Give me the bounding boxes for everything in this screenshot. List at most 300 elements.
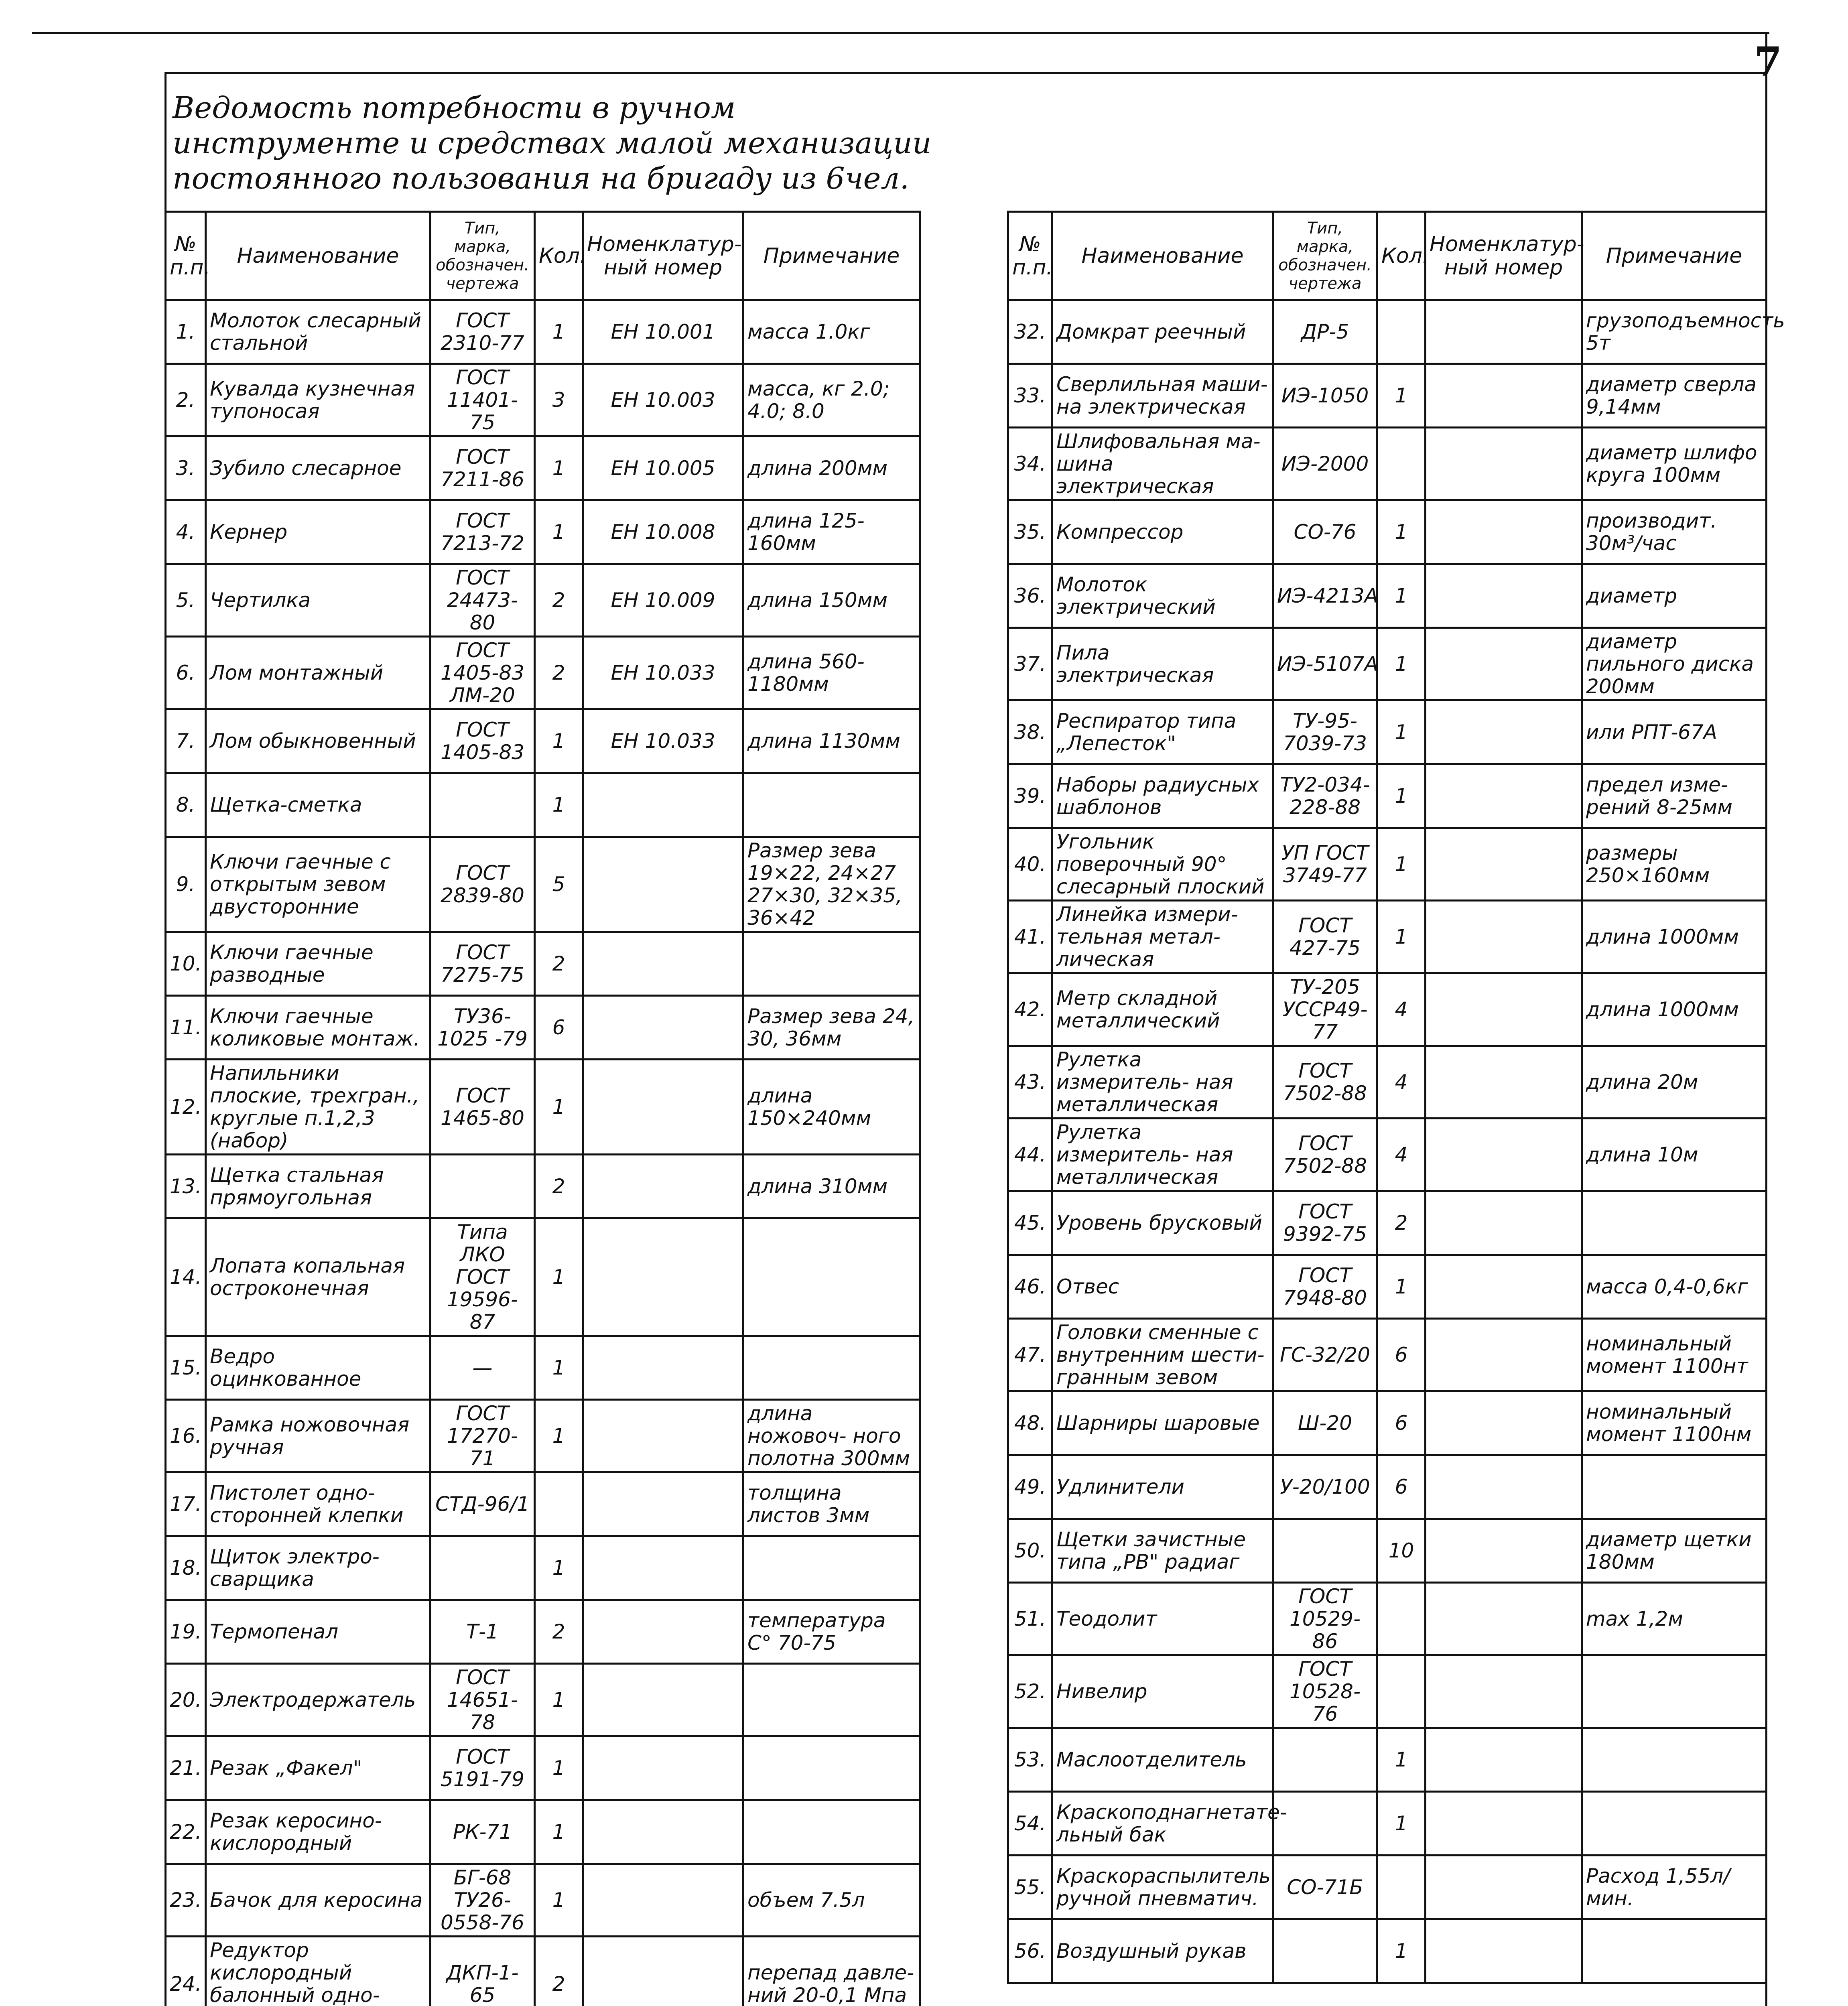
- table-row: [1008, 300, 1767, 364]
- row-number: 20.: [166, 1664, 206, 1736]
- row-number: 33.: [1008, 364, 1052, 428]
- item-note: толщина листов 3мм: [743, 1472, 920, 1536]
- item-type: ТУ2-034- 228-88: [1273, 764, 1377, 828]
- row-number: 56.: [1008, 1919, 1052, 1983]
- item-type: [431, 1155, 535, 1218]
- item-nomenclature: [1426, 1119, 1582, 1191]
- table-row: [166, 1472, 920, 1536]
- row-number: 2.: [166, 364, 206, 437]
- item-name: Уровень брусковый: [1052, 1191, 1273, 1255]
- item-name: Теодолит: [1052, 1583, 1273, 1655]
- item-note: длина 1130мм: [743, 709, 920, 773]
- item-quantity: 1: [535, 437, 583, 500]
- item-quantity: 2: [535, 1937, 583, 2006]
- item-name: Кувалда кузнечная тупоносая: [206, 364, 431, 437]
- item-note: длина ножовоч- ного полотна 300мм: [743, 1400, 920, 1472]
- table-row: [1008, 1319, 1767, 1391]
- item-name: Пила электрическая: [1052, 628, 1273, 700]
- item-quantity: 1: [1377, 1919, 1426, 1983]
- item-name: Напильники плоские, трехгран., круглые п.1,2,3 (набор): [206, 1060, 431, 1155]
- table-row: [166, 1336, 920, 1400]
- item-nomenclature: [583, 1864, 743, 1937]
- item-name: Компрессор: [1052, 500, 1273, 564]
- item-name: Пистолет одно- сторонней клепки: [206, 1472, 431, 1536]
- item-nomenclature: [1426, 1655, 1582, 1728]
- item-type: ГОСТ 17270-71: [431, 1400, 535, 1472]
- row-number: 24.: [166, 1937, 206, 2006]
- item-note: длина 560-1180мм: [743, 637, 920, 709]
- table-row: [1008, 828, 1767, 901]
- item-type: ГОСТ 7211-86: [431, 437, 535, 500]
- item-nomenclature: [1426, 1391, 1582, 1455]
- item-note: диаметр щетки 180мм: [1582, 1519, 1767, 1583]
- item-name: Воздушный рукав: [1052, 1919, 1273, 1983]
- item-note: max 1,2м: [1582, 1583, 1767, 1655]
- item-type: [1273, 1919, 1377, 1983]
- row-number: 53.: [1008, 1728, 1052, 1792]
- item-quantity: 4: [1377, 1119, 1426, 1191]
- header-note: Примечание: [743, 212, 920, 300]
- row-number: 50.: [1008, 1519, 1052, 1583]
- item-name: Резак керосино- кислородный: [206, 1800, 431, 1864]
- item-nomenclature: ЕН 10.001: [583, 300, 743, 364]
- item-nomenclature: [1426, 1792, 1582, 1856]
- table-row: [166, 1800, 920, 1864]
- item-name: Ключи гаечные коликовые монтаж.: [206, 996, 431, 1060]
- table-row: [166, 773, 920, 837]
- item-note: длина 20м: [1582, 1046, 1767, 1119]
- item-note: размеры 250×160мм: [1582, 828, 1767, 901]
- item-name: Угольник поверочный 90° слесарный плоский: [1052, 828, 1273, 901]
- row-number: 17.: [166, 1472, 206, 1536]
- item-type: [431, 1536, 535, 1600]
- item-name: Наборы радиусных шаблонов: [1052, 764, 1273, 828]
- item-quantity: 1: [1377, 901, 1426, 973]
- row-number: 3.: [166, 437, 206, 500]
- item-nomenclature: [1426, 1583, 1582, 1655]
- row-number: 8.: [166, 773, 206, 837]
- item-quantity: [1377, 1856, 1426, 1919]
- table-row: [166, 996, 920, 1060]
- item-quantity: [1377, 1655, 1426, 1728]
- item-quantity: 1: [535, 709, 583, 773]
- item-type: ГОСТ 2310-77: [431, 300, 535, 364]
- row-number: 13.: [166, 1155, 206, 1218]
- item-note: масса 1.0кг: [743, 300, 920, 364]
- row-number: 14.: [166, 1218, 206, 1336]
- title-line-1: Ведомость потребности в ручном: [173, 91, 736, 125]
- item-name: Лом монтажный: [206, 637, 431, 709]
- item-nomenclature: [1426, 500, 1582, 564]
- item-type: [1273, 1519, 1377, 1583]
- item-name: Линейка измери- тельная метал- лическая: [1052, 901, 1273, 973]
- item-quantity: 2: [1377, 1191, 1426, 1255]
- item-type: [1273, 1792, 1377, 1856]
- header-nomenclature: Номенклатур- ный номер: [583, 212, 743, 300]
- item-quantity: 1: [535, 773, 583, 837]
- table-row: [166, 437, 920, 500]
- item-type: ГОСТ 427-75: [1273, 901, 1377, 973]
- item-type: ГОСТ 10528-76: [1273, 1655, 1377, 1728]
- row-number: 6.: [166, 637, 206, 709]
- item-nomenclature: [1426, 973, 1582, 1046]
- item-quantity: 2: [535, 932, 583, 996]
- item-name: Ведро оцинкованное: [206, 1336, 431, 1400]
- row-number: 1.: [166, 300, 206, 364]
- item-type: ГОСТ 14651-78: [431, 1664, 535, 1736]
- item-type: —: [431, 1336, 535, 1400]
- row-number: 37.: [1008, 628, 1052, 700]
- item-name: Лопата копальная остроконечная: [206, 1218, 431, 1336]
- row-number: 18.: [166, 1536, 206, 1600]
- item-quantity: 2: [535, 637, 583, 709]
- row-number: 21.: [166, 1736, 206, 1800]
- item-quantity: 1: [535, 1218, 583, 1336]
- table-row: [1008, 1856, 1767, 1919]
- item-name: Молоток слесарный стальной: [206, 300, 431, 364]
- table-row: [1008, 764, 1767, 828]
- item-name: Ключи гаечные разводные: [206, 932, 431, 996]
- item-note: длина 1000мм: [1582, 901, 1767, 973]
- item-note: длина 1000мм: [1582, 973, 1767, 1046]
- item-name: Щетка-сметка: [206, 773, 431, 837]
- item-name: Щетки зачистные типа „РВ" радиаг: [1052, 1519, 1273, 1583]
- item-nomenclature: [1426, 1191, 1582, 1255]
- table-row: [166, 1536, 920, 1600]
- item-type: ГОСТ 10529-86: [1273, 1583, 1377, 1655]
- item-nomenclature: [583, 996, 743, 1060]
- row-number: 43.: [1008, 1046, 1052, 1119]
- item-name: Электродержатель: [206, 1664, 431, 1736]
- row-number: 42.: [1008, 973, 1052, 1046]
- sheet-number: 7: [1754, 38, 1782, 85]
- item-note: масса 0,4-0,6кг: [1582, 1255, 1767, 1319]
- table-row: [166, 932, 920, 996]
- item-type: ГОСТ 24473-80: [431, 564, 535, 637]
- item-type: ТУ36-1025 -79: [431, 996, 535, 1060]
- item-quantity: [1377, 1583, 1426, 1655]
- item-note: Размер зева 19×22, 24×27 27×30, 32×35, 36×42: [743, 837, 920, 932]
- table-row: [1008, 1391, 1767, 1455]
- row-number: 44.: [1008, 1119, 1052, 1191]
- row-number: 38.: [1008, 700, 1052, 764]
- table-row: [166, 1060, 920, 1155]
- item-nomenclature: [1426, 1519, 1582, 1583]
- item-nomenclature: [1426, 364, 1582, 428]
- item-type: ГОСТ 9392-75: [1273, 1191, 1377, 1255]
- item-nomenclature: [1426, 1856, 1582, 1919]
- table-row: [166, 500, 920, 564]
- row-number: 55.: [1008, 1856, 1052, 1919]
- item-name: Шарниры шаровые: [1052, 1391, 1273, 1455]
- item-type: ГС-32/20: [1273, 1319, 1377, 1391]
- item-nomenclature: [1426, 1046, 1582, 1119]
- item-quantity: 1: [535, 1664, 583, 1736]
- item-note: объем 7.5л: [743, 1864, 920, 1937]
- item-nomenclature: ЕН 10.003: [583, 364, 743, 437]
- item-type: ИЭ-5107А: [1273, 628, 1377, 700]
- item-note: Расход 1,55л/мин.: [1582, 1856, 1767, 1919]
- item-nomenclature: [1426, 428, 1582, 500]
- header-type: Тип, марка, обозначен. чертежа: [1273, 212, 1377, 300]
- item-quantity: [535, 1472, 583, 1536]
- item-quantity: 10: [1377, 1519, 1426, 1583]
- item-type: ГОСТ 2839-80: [431, 837, 535, 932]
- item-quantity: 6: [1377, 1319, 1426, 1391]
- item-note: [743, 1336, 920, 1400]
- item-note: [1582, 1655, 1767, 1728]
- item-quantity: 2: [535, 564, 583, 637]
- item-name: Рулетка измеритель- ная металлическая: [1052, 1119, 1273, 1191]
- table-row: [1008, 1655, 1767, 1728]
- item-type: ТУ-95- 7039-73: [1273, 700, 1377, 764]
- item-quantity: 1: [535, 300, 583, 364]
- item-note: длина 10м: [1582, 1119, 1767, 1191]
- item-quantity: 1: [535, 1736, 583, 1800]
- item-note: масса, кг 2.0; 4.0; 8.0: [743, 364, 920, 437]
- item-quantity: 1: [535, 1336, 583, 1400]
- item-quantity: 1: [1377, 764, 1426, 828]
- row-number: 41.: [1008, 901, 1052, 973]
- table-row: [166, 637, 920, 709]
- row-number: 49.: [1008, 1455, 1052, 1519]
- item-type: ГОСТ 7213-72: [431, 500, 535, 564]
- item-note: Размер зева 24, 30, 36мм: [743, 996, 920, 1060]
- item-note: диаметр: [1582, 564, 1767, 628]
- item-note: [1582, 1455, 1767, 1519]
- table-row: [166, 1664, 920, 1736]
- item-note: [1582, 1728, 1767, 1792]
- row-number: 54.: [1008, 1792, 1052, 1856]
- row-number: 35.: [1008, 500, 1052, 564]
- item-quantity: 1: [535, 500, 583, 564]
- item-nomenclature: [583, 1937, 743, 2006]
- item-type: РК-71: [431, 1800, 535, 1864]
- item-name: Краскораспылитель ручной пневматич.: [1052, 1856, 1273, 1919]
- table-row: [166, 1400, 920, 1472]
- item-name: Метр складной металлический: [1052, 973, 1273, 1046]
- item-quantity: 1: [1377, 1792, 1426, 1856]
- item-quantity: 4: [1377, 1046, 1426, 1119]
- header-qty: Кол.: [535, 212, 583, 300]
- table-row: [1008, 1255, 1767, 1319]
- item-nomenclature: [1426, 1455, 1582, 1519]
- item-note: диаметр пильного диска 200мм: [1582, 628, 1767, 700]
- item-type: Ш-20: [1273, 1391, 1377, 1455]
- item-nomenclature: [1426, 901, 1582, 973]
- item-name: Удлинители: [1052, 1455, 1273, 1519]
- item-name: Маслоотделитель: [1052, 1728, 1273, 1792]
- item-quantity: 6: [1377, 1455, 1426, 1519]
- item-note: длина 150×240мм: [743, 1060, 920, 1155]
- item-note: [743, 1664, 920, 1736]
- item-nomenclature: [1426, 1919, 1582, 1983]
- item-name: Отвес: [1052, 1255, 1273, 1319]
- item-quantity: 1: [1377, 364, 1426, 428]
- item-quantity: 6: [535, 996, 583, 1060]
- item-name: Ключи гаечные с открытым зевом двусторонние: [206, 837, 431, 932]
- item-type: ГОСТ 7502-88: [1273, 1119, 1377, 1191]
- item-quantity: 3: [535, 364, 583, 437]
- item-type: УП ГОСТ 3749-77: [1273, 828, 1377, 901]
- item-type: ДКП-1-65: [431, 1937, 535, 2006]
- item-quantity: 6: [1377, 1391, 1426, 1455]
- row-number: 46.: [1008, 1255, 1052, 1319]
- item-type: ДР-5: [1273, 300, 1377, 364]
- header-name: Наименование: [206, 212, 431, 300]
- item-name: Шлифовальная ма- шина электрическая: [1052, 428, 1273, 500]
- item-type: [1273, 1728, 1377, 1792]
- row-number: 23.: [166, 1864, 206, 1937]
- item-note: [743, 1218, 920, 1336]
- item-nomenclature: ЕН 10.009: [583, 564, 743, 637]
- item-nomenclature: [1426, 700, 1582, 764]
- item-nomenclature: [1426, 828, 1582, 901]
- table-row: [1008, 973, 1767, 1046]
- table-row: [166, 564, 920, 637]
- row-number: 34.: [1008, 428, 1052, 500]
- table-row: [1008, 1919, 1767, 1983]
- item-nomenclature: [1426, 628, 1582, 700]
- item-quantity: 1: [535, 1060, 583, 1155]
- item-note: диаметр шлифо круга 100мм: [1582, 428, 1767, 500]
- top-border-line: [32, 32, 1769, 34]
- item-name: Головки сменные с внутренним шести- гранным зевом: [1052, 1319, 1273, 1391]
- table-row: [1008, 700, 1767, 764]
- item-note: [1582, 1191, 1767, 1255]
- item-name: Щетка стальная прямоугольная: [206, 1155, 431, 1218]
- item-type: ГОСТ 11401-75: [431, 364, 535, 437]
- item-nomenclature: [583, 773, 743, 837]
- item-name: Кернер: [206, 500, 431, 564]
- item-quantity: [1377, 428, 1426, 500]
- item-note: [743, 1800, 920, 1864]
- item-nomenclature: [1426, 1728, 1582, 1792]
- item-note: производит. 30м³/час: [1582, 500, 1767, 564]
- item-quantity: 1: [535, 1864, 583, 1937]
- item-quantity: 1: [1377, 1255, 1426, 1319]
- item-name: Чертилка: [206, 564, 431, 637]
- item-name: Резак „Факел": [206, 1736, 431, 1800]
- item-nomenclature: [1426, 1319, 1582, 1391]
- table-row: [1008, 1583, 1767, 1655]
- title-line-2: инструменте и средствах малой механизации: [173, 126, 932, 160]
- row-number: 7.: [166, 709, 206, 773]
- row-number: 16.: [166, 1400, 206, 1472]
- table-row: [1008, 500, 1767, 564]
- row-number: 4.: [166, 500, 206, 564]
- item-name: Нивелир: [1052, 1655, 1273, 1728]
- header-name: Наименование: [1052, 212, 1273, 300]
- table-row: [166, 1937, 920, 2006]
- item-nomenclature: ЕН 10.008: [583, 500, 743, 564]
- row-number: 45.: [1008, 1191, 1052, 1255]
- header-note: Примечание: [1582, 212, 1767, 300]
- table-row: [166, 1864, 920, 1937]
- table-row: [1008, 1455, 1767, 1519]
- item-name: Сверлильная маши- на электрическая: [1052, 364, 1273, 428]
- tools-table-left: [164, 211, 921, 2006]
- item-note: [1582, 1919, 1767, 1983]
- row-number: 40.: [1008, 828, 1052, 901]
- item-note: длина 200мм: [743, 437, 920, 500]
- table-row: [1008, 1119, 1767, 1191]
- item-nomenclature: [1426, 300, 1582, 364]
- table-row: [166, 300, 920, 364]
- item-nomenclature: [583, 837, 743, 932]
- item-name: Бачок для керосина: [206, 1864, 431, 1937]
- item-quantity: 1: [1377, 500, 1426, 564]
- item-note: длина 310мм: [743, 1155, 920, 1218]
- item-nomenclature: [583, 1600, 743, 1664]
- item-quantity: 1: [1377, 828, 1426, 901]
- item-note: предел изме- рений 8-25мм: [1582, 764, 1767, 828]
- row-number: 19.: [166, 1600, 206, 1664]
- table-row: [1008, 1519, 1767, 1583]
- item-quantity: 1: [535, 1536, 583, 1600]
- item-name: Краскоподнагнетате- льный бак: [1052, 1792, 1273, 1856]
- table-row: [1008, 1191, 1767, 1255]
- title-line-3: постоянного пользования на бригаду из 6чел.: [173, 161, 910, 196]
- table-row: [166, 837, 920, 932]
- tools-table-right: [1007, 211, 1785, 1984]
- item-quantity: 4: [1377, 973, 1426, 1046]
- item-quantity: 1: [1377, 700, 1426, 764]
- table-row: [1008, 628, 1767, 700]
- row-number: 5.: [166, 564, 206, 637]
- table-row: [1008, 1728, 1767, 1792]
- row-number: 36.: [1008, 564, 1052, 628]
- item-name: Рамка ножовочная ручная: [206, 1400, 431, 1472]
- item-type: СТД-96/1: [431, 1472, 535, 1536]
- table-row: [166, 1218, 920, 1336]
- item-nomenclature: [583, 1472, 743, 1536]
- statement-title: [173, 90, 935, 196]
- item-nomenclature: ЕН 10.033: [583, 637, 743, 709]
- item-quantity: 5: [535, 837, 583, 932]
- item-name: Редуктор кислородный балонный одно-: [206, 1937, 431, 2006]
- item-name: Домкрат реечный: [1052, 300, 1273, 364]
- row-number: 10.: [166, 932, 206, 996]
- item-quantity: 2: [535, 1600, 583, 1664]
- item-nomenclature: [1426, 764, 1582, 828]
- item-nomenclature: [583, 1060, 743, 1155]
- table-row: [1008, 1792, 1767, 1856]
- row-number: 15.: [166, 1336, 206, 1400]
- header-qty: Кол.: [1377, 212, 1426, 300]
- item-note: диаметр сверла 9,14мм: [1582, 364, 1767, 428]
- item-note: длина 125-160мм: [743, 500, 920, 564]
- item-note: перепад давле- ний 20-0,1 Мпа: [743, 1937, 920, 2006]
- table-row: [1008, 364, 1767, 428]
- row-number: 39.: [1008, 764, 1052, 828]
- item-nomenclature: [583, 1664, 743, 1736]
- item-note: [743, 773, 920, 837]
- row-number: 22.: [166, 1800, 206, 1864]
- header-nomenclature: Номенклатур- ный номер: [1426, 212, 1582, 300]
- table-row: [1008, 1046, 1767, 1119]
- item-note: или РПТ-67А: [1582, 700, 1767, 764]
- table-row: [1008, 428, 1767, 500]
- item-type: [431, 773, 535, 837]
- item-nomenclature: [583, 1336, 743, 1400]
- item-nomenclature: [583, 1400, 743, 1472]
- item-name: Респиратор типа „Лепесток": [1052, 700, 1273, 764]
- table-row: [166, 1600, 920, 1664]
- item-name: Щиток электро- сварщика: [206, 1536, 431, 1600]
- item-type: СО-76: [1273, 500, 1377, 564]
- item-type: ГОСТ 1465-80: [431, 1060, 535, 1155]
